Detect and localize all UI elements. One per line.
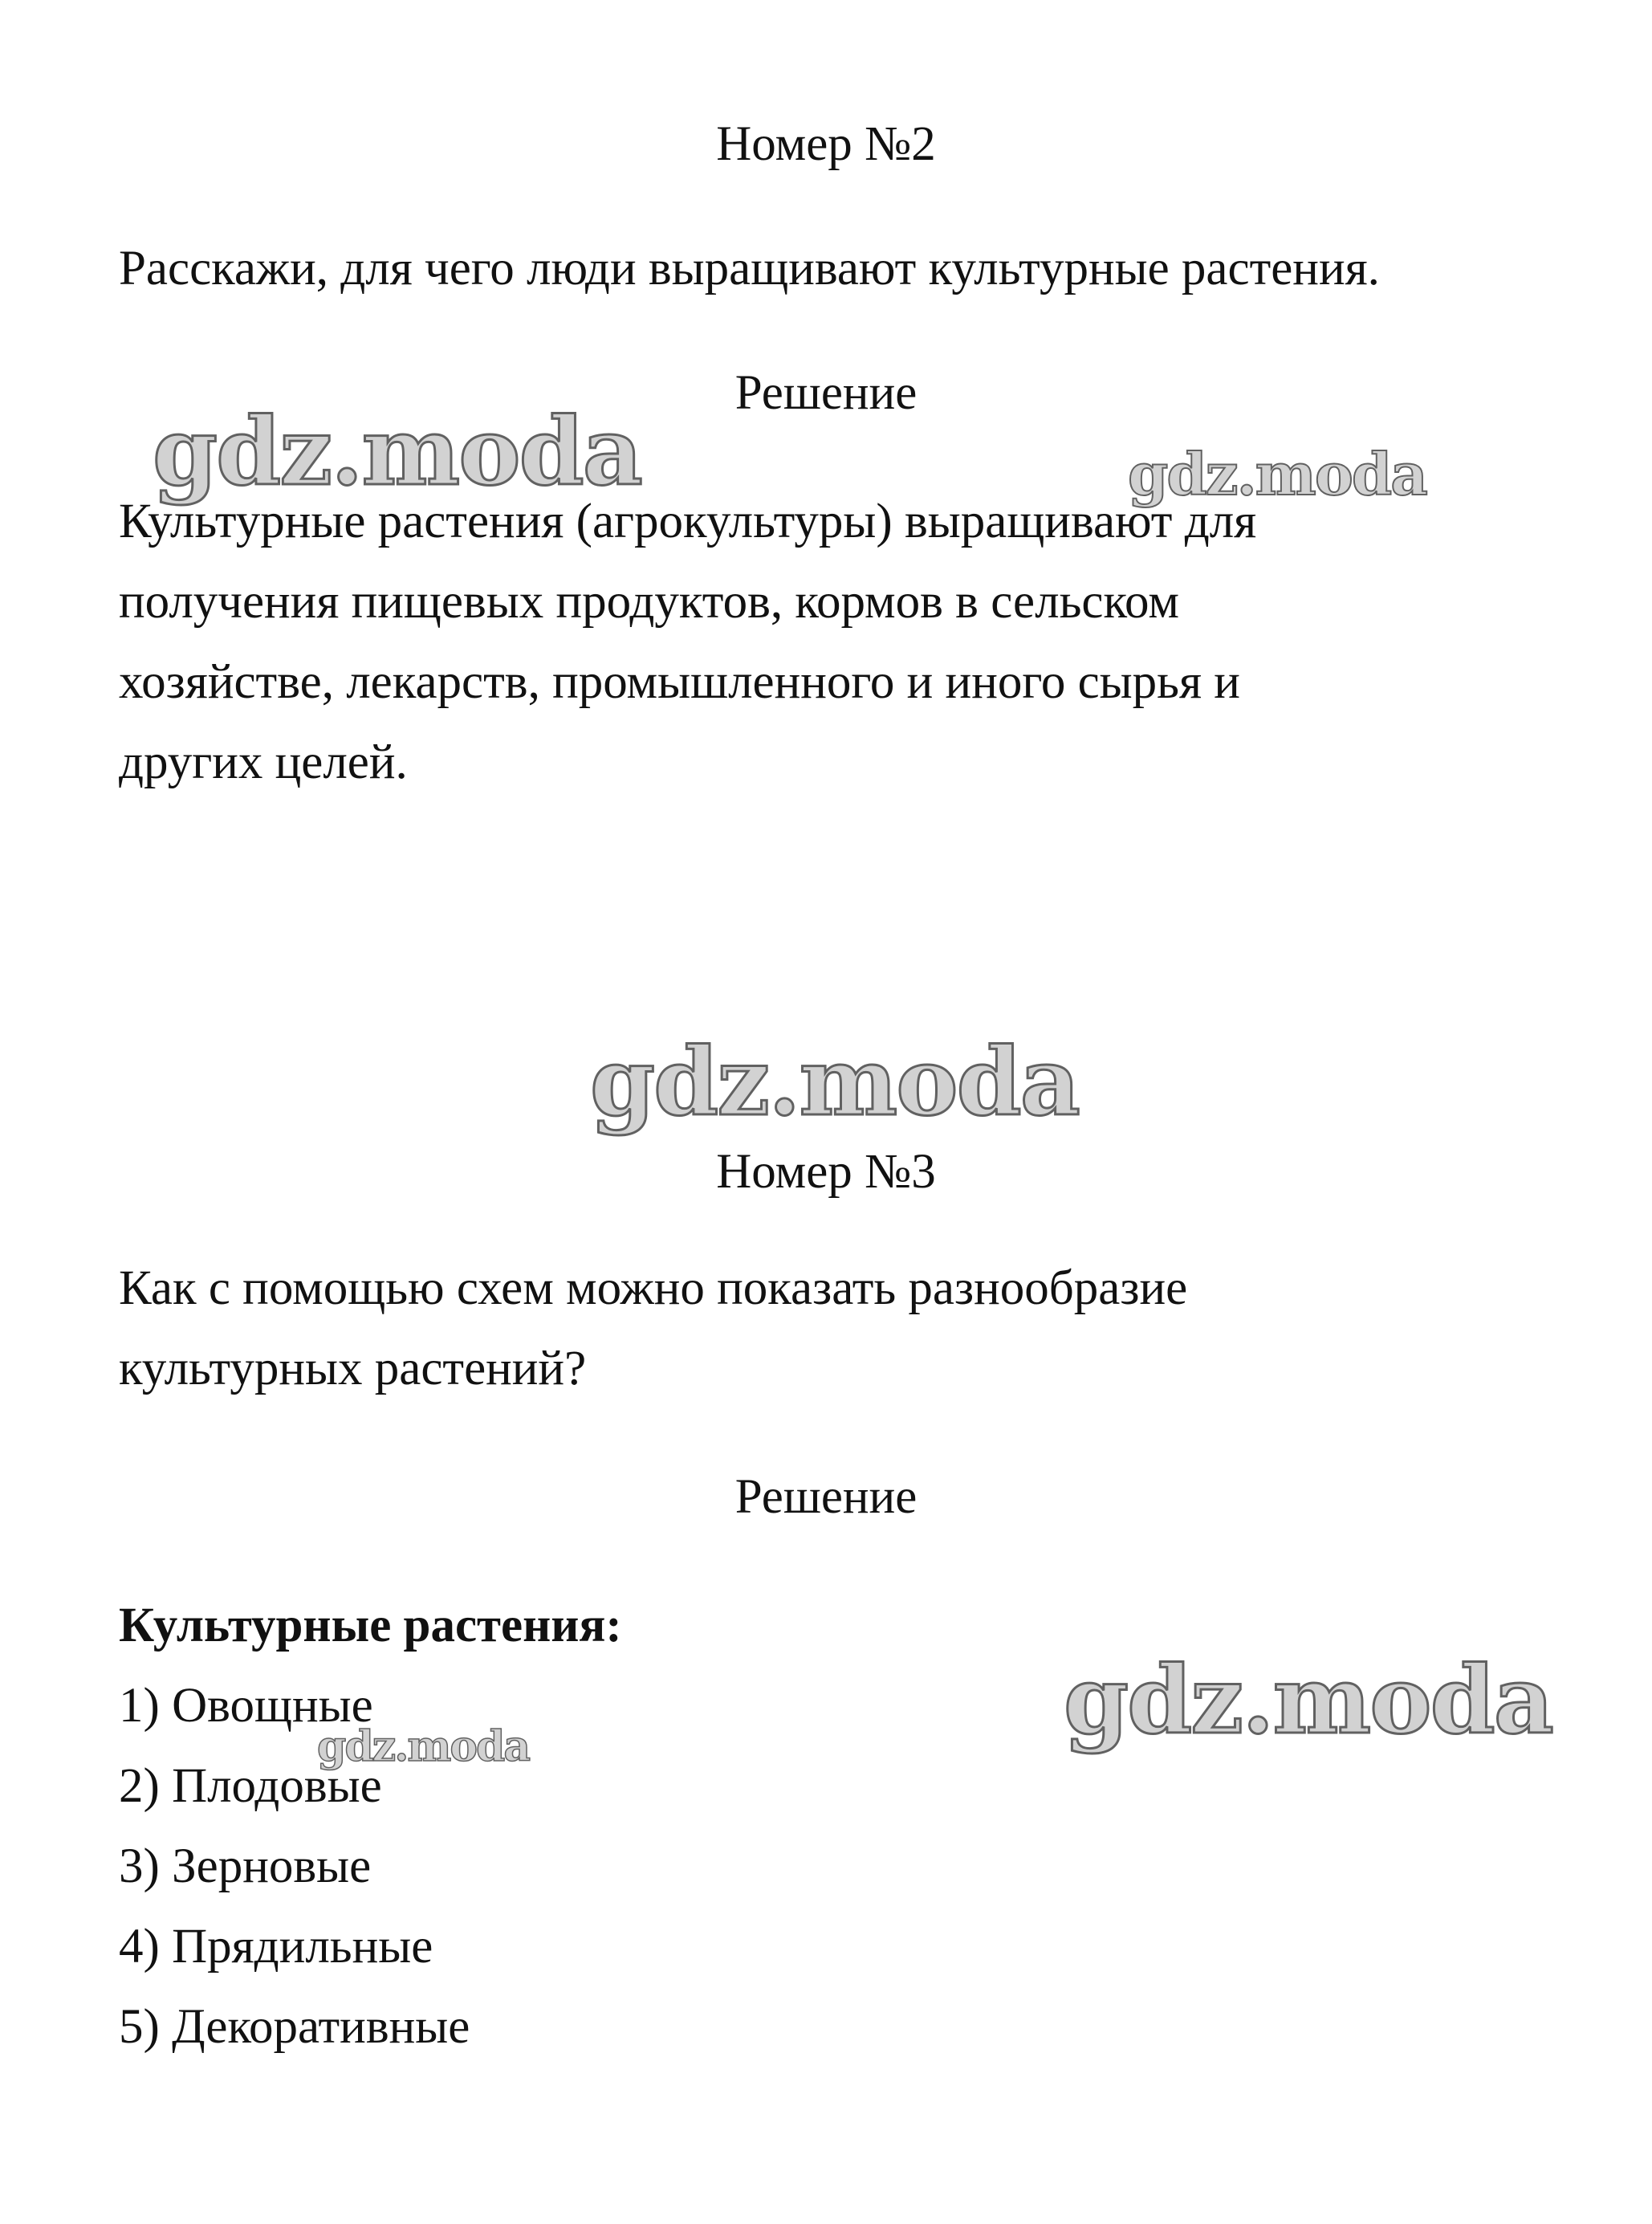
task2-answer-line-1: Культурные растения (агрокультуры) выращивают для bbox=[119, 495, 1257, 548]
watermark-logo: gdz.moda bbox=[317, 1722, 530, 1771]
list-item: 1) Овощные bbox=[119, 1679, 373, 1733]
task2-solution-label: Решение bbox=[734, 366, 918, 420]
list-item: 3) Зерновые bbox=[119, 1839, 372, 1893]
list-item: 4) Прядильные bbox=[119, 1920, 433, 1973]
task2-question: Расскажи, для чего люди выращивают культурные растения. bbox=[119, 242, 1380, 295]
task3-heading: Номер №3 bbox=[716, 1145, 936, 1199]
watermark-logo: gdz.moda bbox=[590, 1028, 1079, 1137]
task3-question-line-2: культурных растений? bbox=[119, 1342, 587, 1395]
list-item: 2) Плодовые bbox=[119, 1759, 382, 1813]
task2-answer-line-2: получения пищевых продуктов, кормов в сельском bbox=[119, 575, 1179, 629]
task3-solution-label: Решение bbox=[734, 1470, 918, 1524]
watermark-logo: gdz.moda bbox=[1128, 440, 1426, 508]
list-item: 5) Декоративные bbox=[119, 2000, 470, 2054]
task2-answer-line-3: хозяйстве, лекарств, промышленного и иного сырья и bbox=[119, 655, 1240, 709]
watermark-logo: gdz.moda bbox=[153, 397, 641, 507]
task2-answer-line-4: других целей. bbox=[119, 735, 408, 789]
watermark-logo: gdz.moda bbox=[1064, 1646, 1552, 1755]
task3-question-line-1: Как с помощью схем можно показать разнообразие bbox=[119, 1261, 1188, 1315]
task2-heading: Номер №2 bbox=[716, 117, 936, 171]
task3-list-title: Культурные растения: bbox=[119, 1599, 622, 1652]
